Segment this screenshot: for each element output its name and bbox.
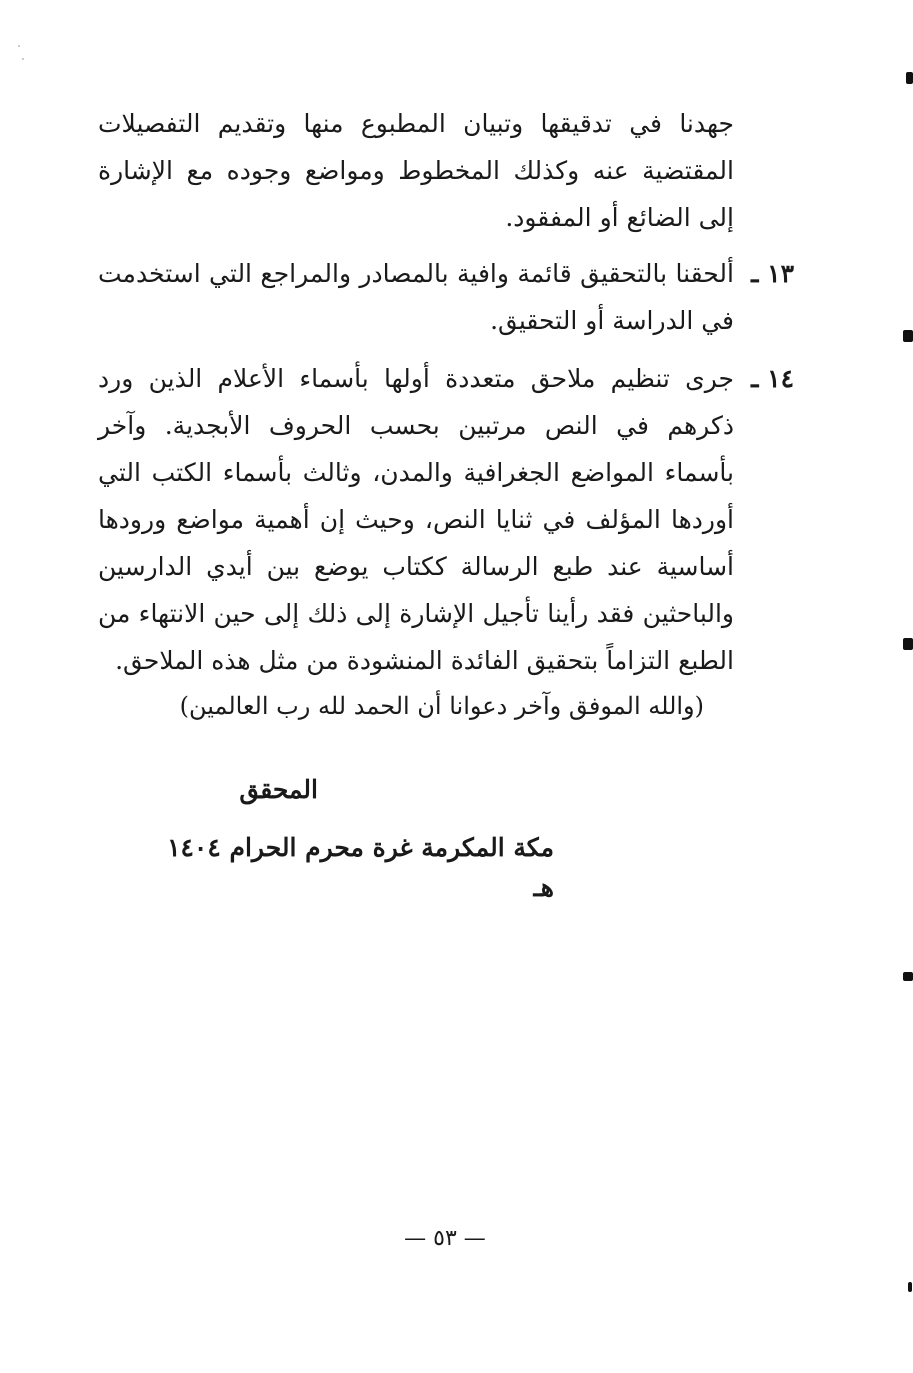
scan-margin-mark [906, 72, 913, 84]
item-text: جرى تنظيم ملاحق متعددة أولها بأسماء الأعلام الذين ورد ذكرهم في النص مرتبين بحسب الحروف الأبجدية. وآخر بأسماء المواضع الجغرافية والمدن، وثالث بأسماء الكتب التي أوردها المؤلف في ثنايا النص، وحيث إن أهمية مواضع ورودها أساسية عند طبع الرسالة ككتاب يوضع بين أيدي الدارسين والباحثين فقد رأينا تأجيل الإشارة إلى ذلك إلى حين الانتهاء من الطبع التزاماً بتحقيق الفائدة المنشودة من مثل هذه الملاحق. [98, 364, 734, 675]
closing-invocation: (والله الموفق وآخر دعوانا أن الحمد لله رب العالمين) [179, 692, 704, 720]
scan-margin-mark [903, 972, 913, 981]
item-text: ألحقنا بالتحقيق قائمة وافية بالمصادر والمراجع التي استخدمت في الدراسة أو التحقيق. [98, 259, 734, 335]
place-and-date: مكة المكرمة غرة محرم الحرام ١٤٠٤ هـ [167, 833, 554, 902]
scan-margin-mark [908, 1282, 912, 1292]
signer-title: المحقق [239, 775, 318, 804]
scan-speck [18, 45, 20, 47]
item-number: ١٣ ـ [751, 259, 794, 288]
scan-margin-mark [903, 638, 913, 650]
item-number: ١٤ ـ [751, 364, 794, 393]
continuation-paragraph: جهدنا في تدقيقها وتبيان المطبوع منها وتقديم التفصيلات المقتضية عنه وكذلك المخطوط ومواضع وجوده مع الإشارة إلى الضائع أو المفقود. [98, 109, 734, 232]
scan-margin-mark [903, 330, 913, 342]
scan-speck [22, 58, 24, 60]
page-number: — ٥٣ — [404, 1226, 486, 1251]
